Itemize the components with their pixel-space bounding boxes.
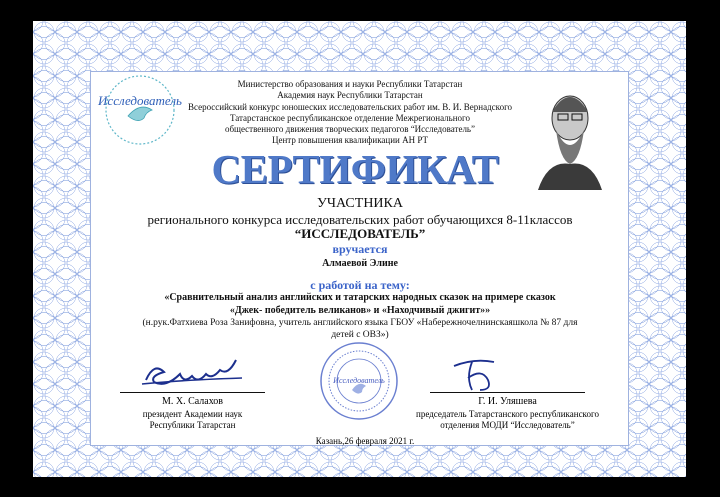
header-block (185, 79, 515, 147)
logo-text: Исследователь (98, 93, 182, 108)
certificate-title: СЕРТИФИКАТ (211, 146, 499, 192)
place-date: Казань,26 февраля 2021 г. (315, 436, 415, 446)
right-role-1: председатель Татарстанского республиканского (416, 409, 599, 419)
topic-label: с работой на тему: (310, 278, 410, 292)
left-role-1: президент Академии наук (142, 409, 243, 419)
right-name: Г. И. Уляшева (478, 396, 537, 407)
signature-line-right (430, 392, 585, 393)
left-role-2: Республики Татарстан (149, 420, 236, 430)
header-line: Центр повышения квалификации АН РТ (272, 135, 428, 146)
dove-icon (128, 107, 152, 120)
header-line: Академия наук Республики Татарстан (277, 90, 423, 101)
signature-line-left (120, 392, 265, 393)
signature-left (140, 358, 250, 392)
portrait (530, 80, 610, 190)
topic-line-1: «Сравнительный анализ английских и татарских народных сказок на примере сказок (164, 292, 556, 303)
header-line: Министерство образования и науки Республики Татарстан (237, 79, 463, 89)
left-name: М. Х. Салахов (161, 396, 224, 407)
header-line: общественного движения творческих педагогов “Исследователь” (224, 124, 476, 135)
awarded-label: вручается (332, 242, 388, 256)
topic-line-2: «Джек- победитель великанов» и «Находчивый джигит»» (229, 305, 491, 316)
seal-stamp (318, 340, 400, 422)
recipient-name: Алмаевой Элине (322, 258, 398, 269)
header-line: Всероссийский конкурс юношеских исследовательских работ им. В. И. Вернадского (187, 101, 513, 112)
supervisor-line-1: (н.рук.Фатхиева Роза Занифовна, учитель английского языка ГБОУ «Набережночелнинскаяшкола № 87 для (142, 318, 578, 328)
contest-line: регионального конкурса исследовательских работ обучающихся 8-11классов (147, 212, 573, 227)
right-role-2: отделения МОДИ “Исследователь” (440, 420, 575, 430)
certificate-subtitle: УЧАСТНИКА (317, 196, 403, 211)
supervisor-line-2: детей с ОВЗ») (331, 330, 389, 340)
header-line: Татарстанское республиканское отделение Межрегионального (229, 112, 471, 123)
contest-name: “ИССЛЕДОВАТЕЛЬ” (294, 226, 426, 241)
seal-text: Исследователь (333, 376, 385, 385)
signature-right (448, 356, 508, 396)
